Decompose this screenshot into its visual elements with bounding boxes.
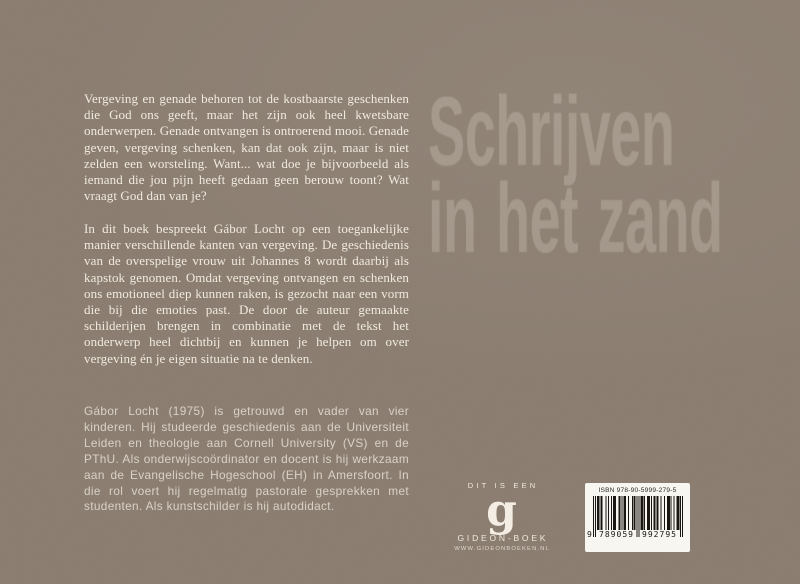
author-bio: Gábor Locht (1975) is getrouwd en vader van vier kinderen. Hij studeerde geschiedenis aan de Universiteit Leiden en theologie aan Cornell University (VS) en de PThU. Als onderwijscoördinator en docent is hij werkzaam aan de Evangelische Hogeschool (EH) in Amersfoort. In die rol voert hij regelmatig pastorale gesprekken met studenten. Als kunstschilder is hij autodidact. — [84, 404, 409, 514]
blurb-paragraph-2: In dit boek bespreekt Gábor Locht op een toegankelijke manier verschillende kanten van vergeving. De geschiedenis van de overspelige vrouw uit Johannes 8 wordt daarbij als kapstok genomen. Omdat vergeving ontvangen en schenken ons emotioneel diep kunnen raken, is gezocht naar een vorm die bij die emoties past. De door de auteur gemaakte schilderijen brengen in combinatie met de tekst het onderwerp heel dichtbij en kunnen je helpen om over vergeving én je eigen situatie na te denken. — [84, 221, 409, 366]
blurb-paragraph-1: Vergeving en genade behoren tot de kostbaarste geschenken die God ons geeft, maar het zijn ook heel kwetsbare onderwerpen. Genade ontvangen is ontroerend mooi. Genade geven, vergeving schenken, kan dat ook zijn, maar is niet zelden een worsteling. Want... wat doe je bijvoorbeeld als iemand die jou pijn heeft gedaan geen berouw toont? Wat vraagt God dan van je? — [84, 91, 409, 204]
ean-digit-first: 9 — [587, 530, 592, 539]
ghost-book-title — [428, 76, 723, 273]
ghost-title-line-2: in het zand — [428, 163, 723, 273]
publisher-name: GIDEON-BOEK — [457, 533, 549, 543]
ean-digits — [585, 530, 690, 540]
publisher-block — [438, 481, 565, 553]
publisher-website: WWW.GIDEONBOEKEN.NL — [454, 546, 550, 552]
ean-digit-group-2: 992795 — [642, 530, 677, 539]
barcode-box — [585, 483, 690, 552]
publisher-tagline: DIT IS EEN — [467, 481, 539, 490]
isbn-label: ISBN 978-90-5999-279-5 — [598, 487, 677, 494]
gideon-g-logo-icon: g — [486, 485, 517, 536]
ghost-title-line-1: Schrijven — [428, 76, 675, 186]
ean-digit-group-1: 789059 — [599, 530, 634, 539]
